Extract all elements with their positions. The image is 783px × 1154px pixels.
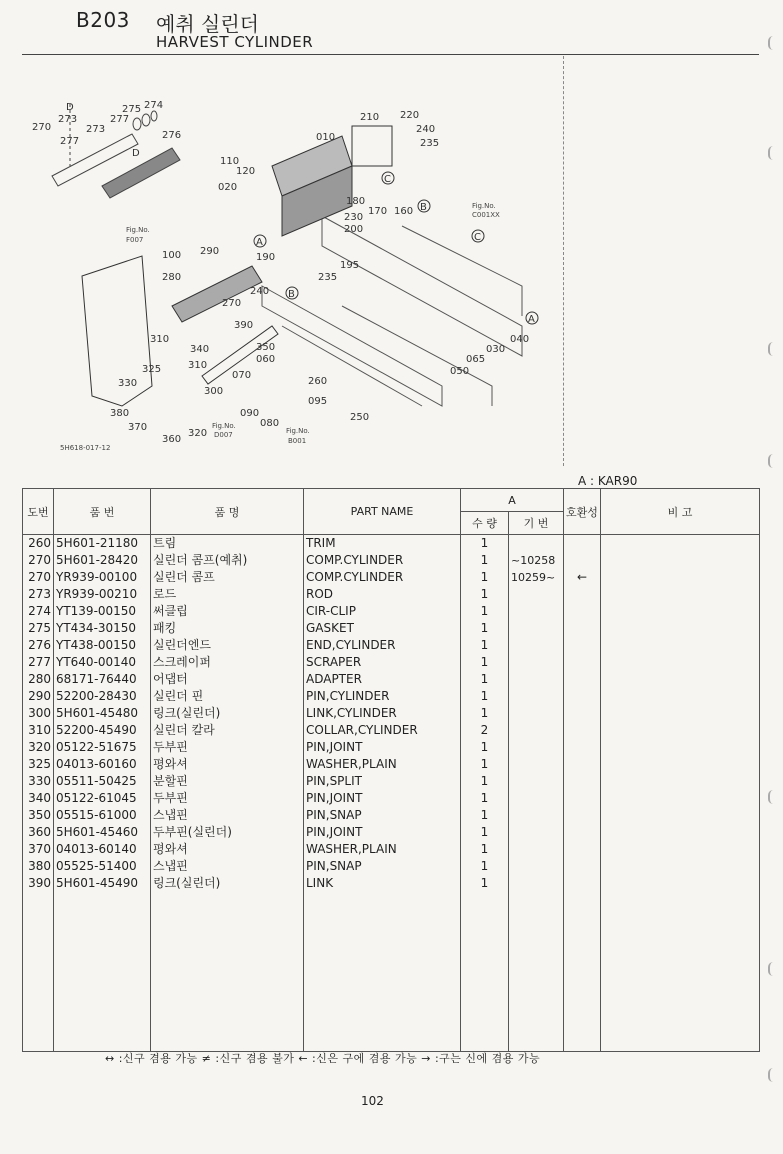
row-part-no: YR939-00100 bbox=[54, 569, 151, 586]
row-qty: 1 bbox=[461, 637, 509, 654]
row-qty: 1 bbox=[461, 603, 509, 620]
table-row bbox=[23, 535, 760, 553]
row-remarks bbox=[601, 654, 760, 671]
label-070: 070 bbox=[232, 370, 252, 381]
row-name-en: ADAPTER bbox=[304, 671, 461, 688]
row-part-no: 05515-61000 bbox=[54, 807, 151, 824]
label-120: 120 bbox=[236, 166, 256, 177]
row-serial bbox=[509, 671, 564, 688]
label-220: 220 bbox=[400, 110, 420, 121]
row-ref-no: 275 bbox=[23, 620, 54, 637]
col-no: 도번 bbox=[23, 489, 54, 535]
row-serial bbox=[509, 841, 564, 858]
label-230: 230 bbox=[344, 212, 364, 223]
row-name-ko: 실린더 핀 bbox=[151, 688, 304, 705]
label-020: 020 bbox=[218, 182, 238, 193]
row-part-no: YT434-30150 bbox=[54, 620, 151, 637]
row-remarks bbox=[601, 586, 760, 603]
row-interchange bbox=[564, 535, 601, 553]
row-ref-no: 270 bbox=[23, 569, 54, 586]
row-name-en: LINK,CYLINDER bbox=[304, 705, 461, 722]
label-D2: D bbox=[132, 148, 140, 159]
row-remarks bbox=[601, 790, 760, 807]
row-remarks bbox=[601, 620, 760, 637]
row-ref-no: 350 bbox=[23, 807, 54, 824]
col-group-a: A bbox=[461, 489, 564, 512]
row-name-ko: 써클립 bbox=[151, 603, 304, 620]
row-name-ko: 실린더 콤프 bbox=[151, 569, 304, 586]
row-ref-no: 290 bbox=[23, 688, 54, 705]
fig-ref-b001-title: Fig.No. bbox=[286, 427, 310, 435]
fig-ref-b001-code: B001 bbox=[288, 437, 307, 445]
label-350: 350 bbox=[256, 342, 276, 353]
row-remarks bbox=[601, 705, 760, 722]
table-row bbox=[23, 705, 760, 722]
label-380: 380 bbox=[110, 408, 130, 419]
label-390: 390 bbox=[234, 320, 254, 331]
exploded-parts-diagram bbox=[22, 56, 562, 466]
drawing-number: 5H618-017-12 bbox=[60, 444, 111, 452]
header-rule bbox=[22, 54, 759, 55]
label-200: 200 bbox=[344, 224, 364, 235]
label-195: 195 bbox=[340, 260, 360, 271]
row-name-en: PIN,SPLIT bbox=[304, 773, 461, 790]
label-260: 260 bbox=[308, 376, 328, 387]
label-235b: 235 bbox=[318, 272, 338, 283]
row-name-en: TRIM bbox=[304, 535, 461, 553]
row-remarks bbox=[601, 603, 760, 620]
callout-C2: C bbox=[474, 232, 481, 243]
row-serial bbox=[509, 722, 564, 739]
row-ref-no: 310 bbox=[23, 722, 54, 739]
row-ref-no: 325 bbox=[23, 756, 54, 773]
title-english: HARVEST CYLINDER bbox=[156, 33, 314, 51]
row-name-en: PIN,SNAP bbox=[304, 807, 461, 824]
row-ref-no: 320 bbox=[23, 739, 54, 756]
row-name-en: PIN,JOINT bbox=[304, 739, 461, 756]
row-remarks bbox=[601, 671, 760, 688]
row-ref-no: 276 bbox=[23, 637, 54, 654]
parts-table bbox=[22, 488, 760, 1052]
row-name-en: CIR-CLIP bbox=[304, 603, 461, 620]
label-275: 275 bbox=[122, 104, 142, 115]
table-row bbox=[23, 739, 760, 756]
row-part-no: 05122-61045 bbox=[54, 790, 151, 807]
table-row bbox=[23, 807, 760, 824]
row-qty: 1 bbox=[461, 841, 509, 858]
row-name-ko: 스냅핀 bbox=[151, 807, 304, 824]
row-remarks bbox=[601, 637, 760, 654]
row-serial bbox=[509, 535, 564, 553]
col-remarks: 비 고 bbox=[601, 489, 760, 535]
row-part-no: 5H601-28420 bbox=[54, 552, 151, 569]
page-number: 102 bbox=[361, 1094, 384, 1108]
table-row bbox=[23, 688, 760, 705]
row-ref-no: 340 bbox=[23, 790, 54, 807]
row-name-en: WASHER,PLAIN bbox=[304, 841, 461, 858]
diagram-divider bbox=[563, 56, 564, 466]
label-250: 250 bbox=[350, 412, 370, 423]
row-qty: 1 bbox=[461, 569, 509, 586]
row-qty: 1 bbox=[461, 824, 509, 841]
row-name-ko: 실린더 칼라 bbox=[151, 722, 304, 739]
col-qty: 수 량 bbox=[461, 512, 509, 535]
row-serial bbox=[509, 603, 564, 620]
label-276: 276 bbox=[162, 130, 182, 141]
label-277a: 277 bbox=[60, 136, 80, 147]
table-row bbox=[23, 603, 760, 620]
model-legend: A : KAR90 bbox=[578, 474, 638, 488]
row-serial: ~10258 bbox=[509, 552, 564, 569]
row-serial bbox=[509, 858, 564, 875]
row-serial bbox=[509, 620, 564, 637]
col-name-ko: 품 명 bbox=[151, 489, 304, 535]
title-korean: 예취 실린더 bbox=[156, 12, 259, 36]
row-ref-no: 300 bbox=[23, 705, 54, 722]
label-274: 274 bbox=[144, 100, 164, 111]
row-interchange bbox=[564, 620, 601, 637]
fig-ref-c001-title: Fig.No. bbox=[472, 202, 496, 210]
label-320: 320 bbox=[188, 428, 208, 439]
row-interchange bbox=[564, 756, 601, 773]
section-code: B203 bbox=[76, 8, 130, 32]
row-interchange bbox=[564, 739, 601, 756]
row-interchange bbox=[564, 858, 601, 875]
label-310b: 310 bbox=[188, 360, 208, 371]
row-part-no: 05122-51675 bbox=[54, 739, 151, 756]
table-row bbox=[23, 552, 760, 569]
label-170: 170 bbox=[368, 206, 388, 217]
row-serial bbox=[509, 637, 564, 654]
row-qty: 1 bbox=[461, 773, 509, 790]
label-010: 010 bbox=[316, 132, 336, 143]
row-name-en: SCRAPER bbox=[304, 654, 461, 671]
label-370: 370 bbox=[128, 422, 148, 433]
table-row bbox=[23, 824, 760, 841]
row-remarks bbox=[601, 824, 760, 841]
interchange-legend: ↔ :신구 겸용 가능 ≠ :신구 겸용 불가 ← :신은 구에 겸용 가능 → :구는 신에 겸용 가능 bbox=[105, 1052, 541, 1065]
row-name-ko: 로드 bbox=[151, 586, 304, 603]
row-part-no: 5H601-45490 bbox=[54, 875, 151, 892]
row-name-en: WASHER,PLAIN bbox=[304, 756, 461, 773]
row-qty: 1 bbox=[461, 552, 509, 569]
col-serial: 기 번 bbox=[509, 512, 564, 535]
row-interchange bbox=[564, 671, 601, 688]
row-interchange bbox=[564, 552, 601, 569]
table-row bbox=[23, 654, 760, 671]
row-name-ko: 실린더엔드 bbox=[151, 637, 304, 654]
row-interchange bbox=[564, 654, 601, 671]
row-serial bbox=[509, 824, 564, 841]
label-080: 080 bbox=[260, 418, 280, 429]
row-part-no: 68171-76440 bbox=[54, 671, 151, 688]
row-ref-no: 274 bbox=[23, 603, 54, 620]
row-remarks bbox=[601, 722, 760, 739]
label-090: 090 bbox=[240, 408, 260, 419]
row-ref-no: 277 bbox=[23, 654, 54, 671]
label-160: 160 bbox=[394, 206, 414, 217]
row-qty: 1 bbox=[461, 705, 509, 722]
row-name-en: COMP.CYLINDER bbox=[304, 552, 461, 569]
row-qty: 1 bbox=[461, 807, 509, 824]
row-ref-no: 360 bbox=[23, 824, 54, 841]
label-310a: 310 bbox=[150, 334, 170, 345]
label-030: 030 bbox=[486, 344, 506, 355]
label-277b: 277 bbox=[110, 114, 130, 125]
row-name-ko: 링크(실린더) bbox=[151, 705, 304, 722]
label-360: 360 bbox=[162, 434, 182, 445]
fig-ref-f007-title: Fig.No. bbox=[126, 226, 150, 234]
row-name-en: PIN,JOINT bbox=[304, 790, 461, 807]
row-interchange bbox=[564, 790, 601, 807]
label-210: 210 bbox=[360, 112, 380, 123]
row-serial bbox=[509, 807, 564, 824]
row-remarks bbox=[601, 807, 760, 824]
row-part-no: 04013-60140 bbox=[54, 841, 151, 858]
row-name-ko: 두부핀 bbox=[151, 739, 304, 756]
row-interchange bbox=[564, 722, 601, 739]
row-qty: 1 bbox=[461, 535, 509, 553]
row-qty: 1 bbox=[461, 875, 509, 892]
row-serial bbox=[509, 875, 564, 892]
label-325: 325 bbox=[142, 364, 162, 375]
row-interchange bbox=[564, 688, 601, 705]
row-part-no: YR939-00210 bbox=[54, 586, 151, 603]
table-row bbox=[23, 586, 760, 603]
row-remarks bbox=[601, 756, 760, 773]
label-273b: 273 bbox=[86, 124, 106, 135]
label-110: 110 bbox=[220, 156, 240, 167]
row-serial: 10259~ bbox=[509, 569, 564, 586]
label-273a: 273 bbox=[58, 114, 78, 125]
row-name-ko: 실린더 콤프(예취) bbox=[151, 552, 304, 569]
callout-C1: C bbox=[384, 174, 391, 185]
label-280: 280 bbox=[162, 272, 182, 283]
label-235a: 235 bbox=[420, 138, 440, 149]
row-ref-no: 380 bbox=[23, 858, 54, 875]
row-interchange bbox=[564, 807, 601, 824]
table-row bbox=[23, 671, 760, 688]
row-name-ko: 어댑터 bbox=[151, 671, 304, 688]
row-serial bbox=[509, 756, 564, 773]
row-name-en: PIN,SNAP bbox=[304, 858, 461, 875]
table-row bbox=[23, 875, 760, 892]
fig-ref-c001-code: C001XX bbox=[472, 211, 500, 219]
row-remarks bbox=[601, 552, 760, 569]
row-remarks bbox=[601, 858, 760, 875]
row-interchange bbox=[564, 841, 601, 858]
row-serial bbox=[509, 586, 564, 603]
table-row bbox=[23, 841, 760, 858]
table-row bbox=[23, 637, 760, 654]
label-D1: D bbox=[66, 102, 74, 113]
table-row bbox=[23, 722, 760, 739]
row-ref-no: 330 bbox=[23, 773, 54, 790]
row-remarks bbox=[601, 535, 760, 553]
row-interchange bbox=[564, 773, 601, 790]
row-name-en: COLLAR,CYLINDER bbox=[304, 722, 461, 739]
fig-ref-d007-code: D007 bbox=[214, 431, 233, 439]
row-part-no: YT640-00140 bbox=[54, 654, 151, 671]
label-240a: 240 bbox=[416, 124, 436, 135]
row-part-no: 5H601-45480 bbox=[54, 705, 151, 722]
row-serial bbox=[509, 790, 564, 807]
row-part-no: 52200-45490 bbox=[54, 722, 151, 739]
label-270a: 270 bbox=[32, 122, 52, 133]
col-interchange: 호환성 bbox=[564, 489, 601, 535]
label-180: 180 bbox=[346, 196, 366, 207]
row-serial bbox=[509, 705, 564, 722]
table-row bbox=[23, 790, 760, 807]
row-name-en: PIN,CYLINDER bbox=[304, 688, 461, 705]
row-ref-no: 280 bbox=[23, 671, 54, 688]
row-name-ko: 평와셔 bbox=[151, 841, 304, 858]
row-part-no: 5H601-21180 bbox=[54, 535, 151, 553]
row-name-ko: 분할핀 bbox=[151, 773, 304, 790]
row-serial bbox=[509, 654, 564, 671]
row-qty: 1 bbox=[461, 790, 509, 807]
row-name-ko: 링크(실린더) bbox=[151, 875, 304, 892]
label-330: 330 bbox=[118, 378, 138, 389]
parts-table-body bbox=[23, 535, 760, 1052]
row-name-en: PIN,JOINT bbox=[304, 824, 461, 841]
row-serial bbox=[509, 739, 564, 756]
row-name-ko: 평와셔 bbox=[151, 756, 304, 773]
label-190: 190 bbox=[256, 252, 276, 263]
table-row bbox=[23, 569, 760, 586]
row-interchange bbox=[564, 603, 601, 620]
label-100: 100 bbox=[162, 250, 182, 261]
callout-A2: A bbox=[528, 314, 535, 325]
fig-ref-f007-code: F007 bbox=[126, 236, 144, 244]
row-interchange bbox=[564, 637, 601, 654]
label-240b: 240 bbox=[250, 286, 270, 297]
table-row bbox=[23, 773, 760, 790]
callout-B1: B bbox=[288, 289, 295, 300]
row-remarks bbox=[601, 875, 760, 892]
row-name-ko: 트림 bbox=[151, 535, 304, 553]
row-qty: 1 bbox=[461, 620, 509, 637]
row-part-no: 05511-50425 bbox=[54, 773, 151, 790]
row-ref-no: 273 bbox=[23, 586, 54, 603]
row-name-en: END,CYLINDER bbox=[304, 637, 461, 654]
row-serial bbox=[509, 688, 564, 705]
callout-B2: B bbox=[420, 202, 427, 213]
fig-ref-d007-title: Fig.No. bbox=[212, 422, 236, 430]
row-part-no: 05525-51400 bbox=[54, 858, 151, 875]
label-300: 300 bbox=[204, 386, 224, 397]
label-095: 095 bbox=[308, 396, 328, 407]
row-part-no: YT139-00150 bbox=[54, 603, 151, 620]
row-name-ko: 스크레이퍼 bbox=[151, 654, 304, 671]
row-name-en: ROD bbox=[304, 586, 461, 603]
row-name-ko: 패킹 bbox=[151, 620, 304, 637]
label-060: 060 bbox=[256, 354, 276, 365]
row-part-no: 04013-60160 bbox=[54, 756, 151, 773]
label-340: 340 bbox=[190, 344, 210, 355]
col-name-en: PART NAME bbox=[304, 489, 461, 535]
row-qty: 1 bbox=[461, 654, 509, 671]
row-serial bbox=[509, 773, 564, 790]
diagram-labels bbox=[32, 100, 529, 445]
row-name-en: LINK bbox=[304, 875, 461, 892]
row-interchange bbox=[564, 824, 601, 841]
row-part-no: YT438-00150 bbox=[54, 637, 151, 654]
table-row bbox=[23, 858, 760, 875]
row-remarks bbox=[601, 739, 760, 756]
row-qty: 2 bbox=[461, 722, 509, 739]
row-part-no: 5H601-45460 bbox=[54, 824, 151, 841]
label-270b: 270 bbox=[222, 298, 242, 309]
col-part-no: 품 번 bbox=[54, 489, 151, 535]
row-remarks bbox=[601, 773, 760, 790]
row-part-no: 52200-28430 bbox=[54, 688, 151, 705]
row-interchange: ← bbox=[564, 569, 601, 586]
label-290: 290 bbox=[200, 246, 220, 257]
row-ref-no: 270 bbox=[23, 552, 54, 569]
table-row bbox=[23, 620, 760, 637]
label-050: 050 bbox=[450, 366, 470, 377]
callout-A1: A bbox=[256, 237, 263, 248]
row-interchange bbox=[564, 586, 601, 603]
row-qty: 1 bbox=[461, 756, 509, 773]
row-interchange bbox=[564, 875, 601, 892]
row-qty: 1 bbox=[461, 586, 509, 603]
row-ref-no: 390 bbox=[23, 875, 54, 892]
row-remarks bbox=[601, 841, 760, 858]
row-name-ko: 두부핀 bbox=[151, 790, 304, 807]
row-interchange bbox=[564, 705, 601, 722]
row-name-en: COMP.CYLINDER bbox=[304, 569, 461, 586]
row-remarks bbox=[601, 688, 760, 705]
table-row bbox=[23, 756, 760, 773]
row-qty: 1 bbox=[461, 688, 509, 705]
row-ref-no: 260 bbox=[23, 535, 54, 553]
row-name-ko: 스냅핀 bbox=[151, 858, 304, 875]
table-blank-space bbox=[23, 892, 760, 1052]
row-name-ko: 두부핀(실린더) bbox=[151, 824, 304, 841]
label-065: 065 bbox=[466, 354, 486, 365]
row-remarks bbox=[601, 569, 760, 586]
row-ref-no: 370 bbox=[23, 841, 54, 858]
row-qty: 1 bbox=[461, 858, 509, 875]
row-qty: 1 bbox=[461, 739, 509, 756]
row-qty: 1 bbox=[461, 671, 509, 688]
row-name-en: GASKET bbox=[304, 620, 461, 637]
label-040: 040 bbox=[510, 334, 530, 345]
